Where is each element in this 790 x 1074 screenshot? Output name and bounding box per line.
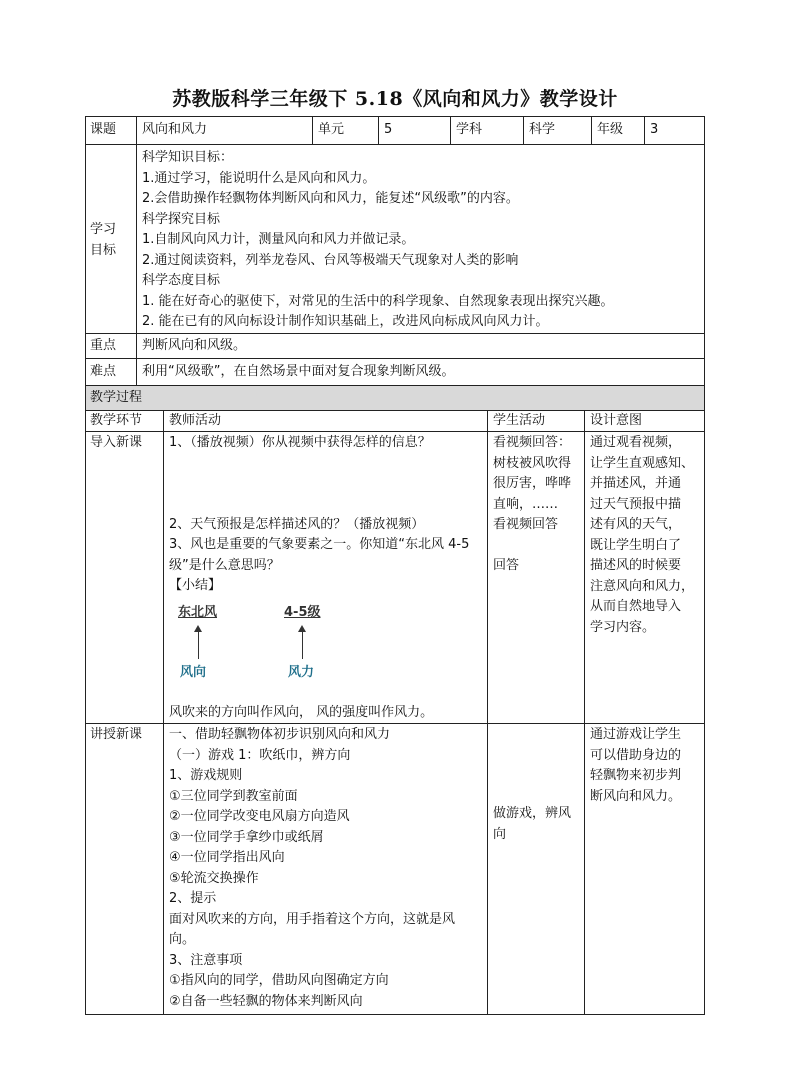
objective-line: 2.通过阅读资料，列举龙卷风、台风等极端天气现象对人类的影响 bbox=[142, 252, 519, 268]
teaching-line: ③一位同学手拿纱巾或纸屑 bbox=[169, 829, 324, 845]
student-line bbox=[493, 536, 579, 557]
intent-line: 注意风向和风力， bbox=[590, 578, 695, 594]
subject-value: 科学 bbox=[524, 116, 592, 145]
teaching-line: ①指风向的同学，借助风向图确定方向 bbox=[169, 973, 389, 988]
intro-summary-label: 【小结】 bbox=[169, 578, 222, 593]
student-line: 做游戏，辨风 bbox=[493, 806, 572, 821]
intent-line: 描述风的时候要 bbox=[590, 558, 682, 573]
key-point-label: 重点 bbox=[85, 334, 137, 359]
subject-label: 学科 bbox=[451, 116, 524, 145]
intro-teacher bbox=[164, 432, 488, 724]
header-student: 学生活动 bbox=[488, 411, 585, 432]
intent-line: 并描述风，并通 bbox=[590, 476, 682, 491]
intro-question-1: 1、（播放视频）你从视频中获得怎样的信息？ bbox=[169, 435, 431, 450]
difficulty-value: 利用“风级歌”，在自然场景中面对复合现象判断风级。 bbox=[137, 359, 705, 386]
teaching-line: ④一位同学指出风向 bbox=[169, 850, 285, 865]
objectives-label bbox=[85, 145, 137, 334]
teaching-line: （一）游戏 1：吹纸巾，辨方向 bbox=[169, 747, 351, 763]
objective-line: 2. 能在已有的风向标设计制作知识基础上，改进风向标成风向风力计。 bbox=[142, 314, 549, 329]
grade-value: 3 bbox=[645, 116, 705, 145]
objective-line: 科学探究目标 bbox=[142, 211, 221, 227]
diagram-connector bbox=[302, 631, 303, 659]
teaching-line: 面对风吹来的方向，用手指着这个方向，这就是风 bbox=[169, 911, 456, 927]
unit-value: 5 bbox=[379, 116, 451, 145]
teaching-line: 2、提示 bbox=[169, 891, 217, 906]
header-stage: 教学环节 bbox=[85, 411, 164, 432]
intro-student bbox=[488, 432, 585, 724]
intro-intent bbox=[585, 432, 705, 724]
objectives-content bbox=[137, 145, 705, 334]
intro-stage: 导入新课 bbox=[85, 432, 164, 724]
teaching-line: 向。 bbox=[169, 932, 196, 947]
key-point-value: 判断风向和风级。 bbox=[137, 334, 705, 359]
teaching-intent bbox=[585, 724, 705, 1015]
diagram-force-label: 风力 bbox=[288, 664, 315, 680]
header-teacher: 教师活动 bbox=[164, 411, 488, 432]
lesson-label: 课题 bbox=[85, 116, 137, 145]
intro-question-3-cont: 级”是什么意思吗？ bbox=[169, 557, 280, 573]
objective-line: 科学知识目标： bbox=[142, 150, 234, 165]
intent-line: 断风向和风力。 bbox=[590, 788, 682, 804]
intro-conclusion: 风吹来的方向叫作风向， 风的强度叫作风力。 bbox=[169, 704, 434, 720]
diagram-force-example: 4-5级 bbox=[284, 604, 321, 620]
student-line: 树枝被风吹得 bbox=[493, 455, 572, 471]
header-intent: 设计意图 bbox=[585, 411, 705, 432]
teaching-line: ②一位同学改变电风扇方向造风 bbox=[169, 809, 350, 824]
difficulty-label: 难点 bbox=[85, 359, 137, 386]
intro-question-2: 2、天气预报是怎样描述风的？（播放视频） bbox=[169, 516, 425, 532]
intent-line: 轻飘物来初步判 bbox=[590, 768, 682, 783]
diagram-connector bbox=[198, 631, 199, 659]
intent-line: 通过游戏让学生 bbox=[590, 727, 682, 742]
objectives-label-text: 学习目标 bbox=[90, 222, 117, 258]
objective-line: 1. 能在好奇心的驱使下，对常见的生活中的科学现象、自然现象表现出探究兴趣。 bbox=[142, 293, 614, 309]
teaching-line: ①三位同学到教室前面 bbox=[169, 788, 298, 804]
objective-line: 1.自制风向风力计，测量风向和风力并做记录。 bbox=[142, 232, 415, 247]
intent-line: 通过观看视频， bbox=[590, 435, 682, 450]
teaching-teacher bbox=[164, 724, 488, 1015]
teaching-line: 一、借助轻飘物体初步识别风向和风力 bbox=[169, 727, 391, 742]
teaching-line: ⑤轮流交换操作 bbox=[169, 870, 259, 886]
student-line: 很厉害，哗哗 bbox=[493, 476, 572, 491]
student-line: 看视频回答： bbox=[493, 435, 572, 450]
intro-question-3: 3、风也是重要的气象要素之一。你知道“东北风 4-5 bbox=[169, 537, 470, 552]
process-section-title: 教学过程 bbox=[85, 386, 705, 411]
teaching-student bbox=[488, 724, 585, 1015]
intent-line: 述有风的天气， bbox=[590, 517, 682, 532]
wind-diagram bbox=[169, 597, 482, 703]
student-line: 直响，…… bbox=[493, 496, 559, 512]
intent-line: 从而自然地导入 bbox=[590, 599, 682, 614]
intent-line: 可以借助身边的 bbox=[590, 747, 682, 763]
lesson-value: 风向和风力 bbox=[137, 116, 313, 145]
teaching-line: 1、游戏规则 bbox=[169, 768, 243, 783]
objective-line: 科学态度目标 bbox=[142, 273, 221, 288]
document-title: 苏教版科学三年级下 5.18《风向和风力》教学设计 bbox=[172, 88, 618, 110]
student-line: 向 bbox=[493, 826, 507, 842]
student-line: 回答 bbox=[493, 558, 520, 573]
grade-label: 年级 bbox=[592, 116, 645, 145]
intent-line: 让学生直观感知、 bbox=[590, 455, 695, 471]
intent-line: 学习内容。 bbox=[590, 619, 656, 635]
unit-label: 单元 bbox=[313, 116, 379, 145]
teaching-line: 3、注意事项 bbox=[169, 952, 243, 968]
intent-line: 既让学生明白了 bbox=[590, 537, 682, 553]
teaching-stage: 讲授新课 bbox=[85, 724, 164, 1015]
teaching-line: ②自备一些轻飘的物体来判断风向 bbox=[169, 993, 363, 1009]
objective-line: 1.通过学习，能说明什么是风向和风力。 bbox=[142, 170, 376, 186]
objective-line: 2.会借助操作轻飘物体判断风向和风力，能复述“风级歌”的内容。 bbox=[142, 191, 519, 206]
diagram-direction-example: 东北风 bbox=[178, 604, 218, 620]
intent-line: 过天气预报中描 bbox=[590, 496, 682, 512]
student-line: 看视频回答 bbox=[493, 517, 559, 532]
diagram-direction-label: 风向 bbox=[180, 664, 207, 680]
